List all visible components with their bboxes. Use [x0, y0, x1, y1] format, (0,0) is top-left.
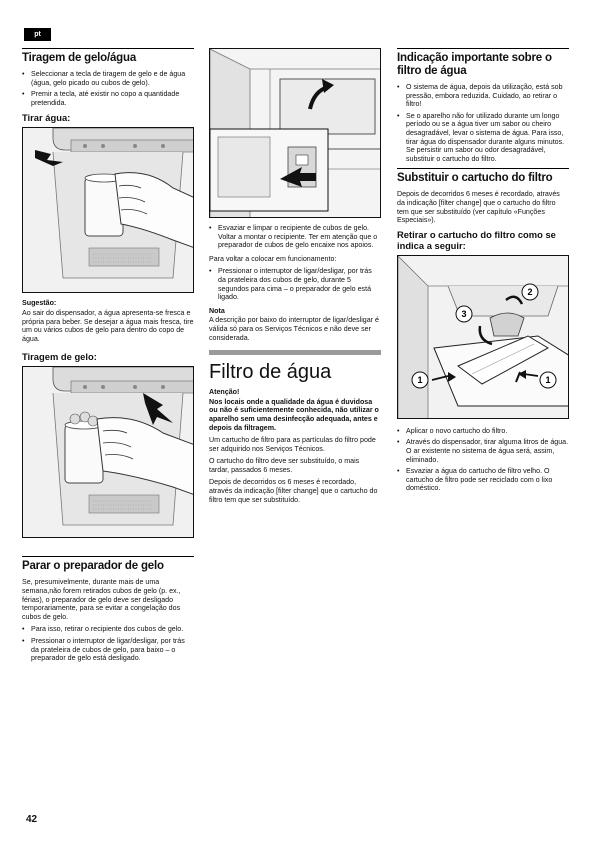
important-notes [397, 83, 569, 163]
list-item: • Através do dispensador, tirar alguma litros de água. O ar existente no sistema de água será, assim, eliminado. [397, 438, 569, 464]
filter-para-1: Um cartucho de filtro para as partículas do filtro pode ser adquirido nos Serviços Técnicos. [209, 436, 376, 453]
note-label: Nota [209, 306, 225, 315]
section-rule [22, 556, 194, 557]
svg-text:1: 1 [417, 374, 423, 385]
section-rule [397, 48, 569, 49]
figure-ice-dispensing [22, 366, 194, 538]
figure-filter-removal [397, 255, 569, 419]
empty-container-steps [209, 224, 381, 250]
column-right [397, 48, 569, 498]
callout-3 [456, 306, 472, 322]
callout-2 [522, 284, 538, 300]
filter-para-2: O cartucho do filtro deve ser substituído, o mais tardar, passados 6 meses. [209, 457, 360, 474]
list-item: • Premir a tecla, até existir no copo a quantidade pretendida. [22, 90, 194, 107]
attention-label: Atenção! [209, 388, 240, 397]
svg-text:2: 2 [527, 286, 533, 297]
section-divider [209, 350, 381, 355]
section-rule [22, 48, 194, 49]
list-item: • Esvaziar a água do cartucho de filtro velho. O cartucho de filtro pode ser reciclado com o lixo doméstico. [397, 467, 569, 493]
subheading-remove-cartridge: Retirar o cartucho do filtro como se indica a seguir: [397, 228, 556, 251]
subheading-water: Tirar água: [22, 112, 71, 124]
stop-steps [22, 625, 194, 662]
figure-water-dispensing [22, 127, 194, 293]
ice-water-steps [22, 70, 194, 107]
page-number: 42 [26, 814, 38, 825]
column-left [22, 48, 194, 668]
stop-text: Se, presumivelmente, durante mais de uma semana,não forem retirados cubos de gelo (p. ex., férias), o preparador de gelo deve ser desligado temporariamente, para se evitar a congelação dos cubos de gelo. [22, 578, 181, 621]
list-item: • Pressionar o interruptor de ligar/desligar, por trás da prateleira de cubos de gelo, para baixo – o preparador de gelo está desligado. [22, 637, 194, 663]
list-item: • Pressionar o interruptor de ligar/desligar, por trás da prateleira dos cubos de gelo, durante 5 segundos para cima – o preparador de gelo está ligado. [209, 267, 381, 301]
list-item: • Se o aparelho não for utilizado durante um longo período ou se a água tiver um sabor ou cheiro desagradável, levar o sistema de água. Para isso, tirar água do dispensador durante alguns minutos. Se persistir um sabor ou odor desagradável, substituir o cartucho do filtro. [397, 112, 569, 164]
language-tab: pt [24, 28, 51, 41]
svg-text:1: 1 [545, 374, 551, 385]
heading-stop-icemaker: Parar o preparador de gelo [22, 560, 164, 573]
column-middle [209, 48, 381, 508]
list-item: • Aplicar o novo cartucho do filtro. [397, 427, 569, 436]
callout-1-right [540, 372, 556, 388]
heading-water-filter: Filtro de água [209, 361, 332, 384]
filter-para-3: Depois de decorridos os 6 meses é recordado, através da indicação [filter change] que o cartucho do filtro tem que ser substituído. [209, 478, 378, 504]
tip-label: Sugestão: [22, 299, 57, 308]
heading-replace-cartridge: Substituir o cartucho do filtro [397, 172, 553, 185]
tip-text: Ao sair do dispensador, a água apresenta-se fresca e própria para beber. Se desejar a água mais fresca, tire um ou vários cubos de gelo para dentro do copo de água. [22, 308, 194, 343]
figure-icemaker-switch [209, 48, 381, 218]
heading-important-filter-note: Indicação importante sobre o filtro de água [397, 52, 552, 77]
note-text: A descrição por baixo do interruptor de ligar/desligar é válida só para os Serviços Técnicos e não deve ser considerada. [209, 316, 379, 342]
attention-text: Nos locais onde a qualidade da água é duvidosa ou não é suficientemente conhecida, não utilizar o aparelho sem uma desinfecção adequada, antes e depois da filtragem. [209, 397, 379, 432]
svg-text:3: 3 [461, 308, 467, 319]
reactivate-steps [209, 267, 381, 301]
list-item: • Para isso, retirar o recipiente dos cubos de gelo. [22, 625, 194, 634]
heading-ice-water: Tiragem de gelo/água [22, 52, 137, 64]
replace-text: Depois de decorridos 6 meses é recordado, através da indicação [filter change] que o cartucho do filtro tem que ser substituído (ver capítulo «Funções Especiais»). [397, 190, 560, 225]
reactivate-text: Para voltar a colocar em funcionamento: [209, 254, 337, 263]
list-item: • O sistema de água, depois da utilização, está sob pressão, embora reduzida. Cuidado, ao retirar o filtro! [397, 83, 569, 109]
after-removal-steps [397, 427, 569, 493]
list-item: • Esvaziar e limpar o recipiente de cubos de gelo. Voltar a montar o recipiente. Ter em atenção que o preparador de cubos de gelo encaixe nos apoios. [209, 224, 381, 250]
list-item: • Seleccionar a tecla de tiragem de gelo e de água (água, gelo picado ou cubos de gelo). [22, 70, 194, 87]
subheading-ice: Tiragem de gelo: [22, 351, 97, 363]
callout-1-left [412, 372, 428, 388]
section-rule [397, 168, 569, 169]
